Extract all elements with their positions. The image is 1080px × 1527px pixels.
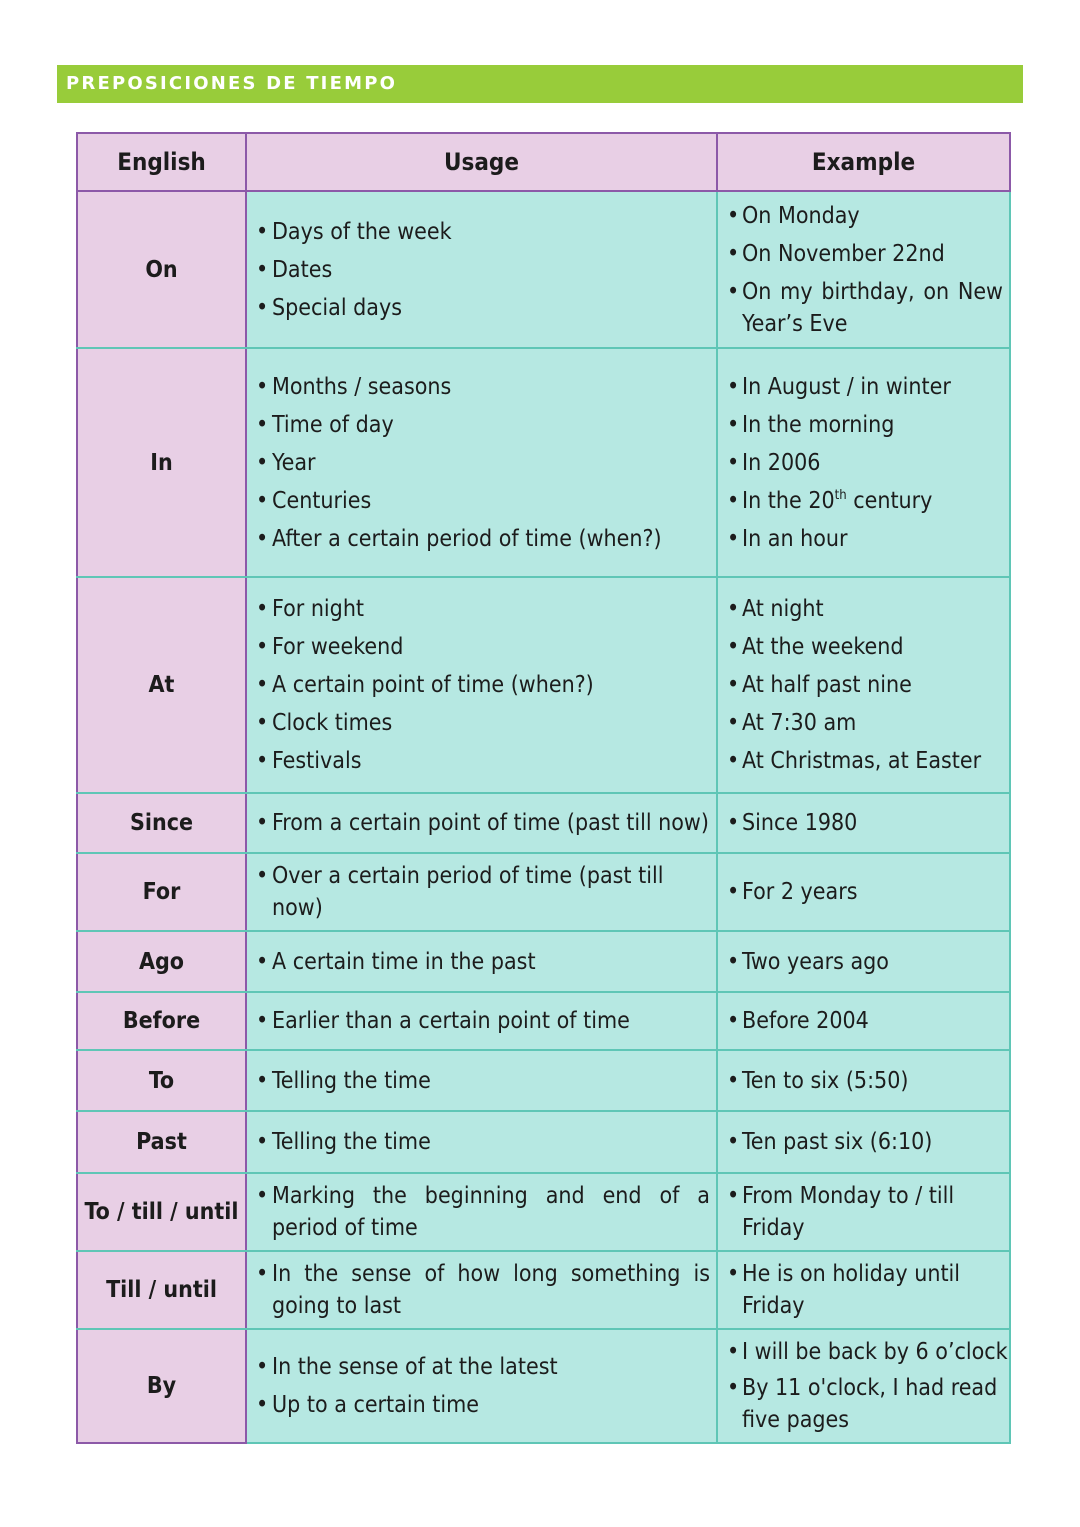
- term-cell: At: [77, 577, 246, 793]
- example-item: • By 11 o'clock, I had read five pages: [718, 1372, 1009, 1436]
- example-item: • In August / in winter: [718, 371, 1009, 403]
- usage-cell: [246, 853, 717, 931]
- example-cell: [717, 1050, 1010, 1111]
- usage-cell: [246, 992, 717, 1050]
- usage-item: • Clock times: [247, 707, 716, 739]
- usage-item: • Special days: [247, 292, 716, 324]
- term-cell: Till / until: [77, 1251, 246, 1329]
- example-item: • On my birthday, on New Year’s Eve: [718, 276, 1009, 340]
- usage-item: • For night: [247, 593, 716, 625]
- usage-item: • Time of day: [247, 409, 716, 441]
- table-row: [77, 191, 1010, 348]
- example-cell: [717, 348, 1010, 577]
- example-item: • At half past nine: [718, 669, 1009, 701]
- usage-item: • Months / seasons: [247, 371, 716, 403]
- example-cell: [717, 1111, 1010, 1173]
- term-cell: Past: [77, 1111, 246, 1173]
- example-item: • He is on holiday until Friday: [718, 1258, 1009, 1322]
- example-item: • In an hour: [718, 523, 1009, 555]
- usage-item: • Up to a certain time: [247, 1389, 716, 1421]
- example-item: • In the morning: [718, 409, 1009, 441]
- usage-item: • In the sense of at the latest: [247, 1351, 716, 1383]
- usage-item: • For weekend: [247, 631, 716, 663]
- table-row: [77, 1050, 1010, 1111]
- ordinal-suffix: th: [834, 487, 847, 503]
- usage-cell: [246, 1050, 717, 1111]
- section-header-bar: [57, 65, 1023, 103]
- example-cell: [717, 191, 1010, 348]
- example-item: • At the weekend: [718, 631, 1009, 663]
- table-row: [77, 853, 1010, 931]
- term-cell: To: [77, 1050, 246, 1111]
- usage-item: • Festivals: [247, 745, 716, 777]
- usage-item: • Telling the time: [247, 1065, 716, 1097]
- usage-cell: [246, 793, 717, 853]
- example-item: • At night: [718, 593, 1009, 625]
- usage-item: • A certain point of time (when?): [247, 669, 716, 701]
- prepositions-table: [76, 132, 1011, 1444]
- usage-item: • Earlier than a certain point of time: [247, 1005, 716, 1037]
- usage-cell: [246, 577, 717, 793]
- usage-item: • From a certain point of time (past till now): [247, 807, 716, 839]
- usage-cell: [246, 1173, 717, 1251]
- example-cell: [717, 1329, 1010, 1443]
- term-cell: Ago: [77, 931, 246, 992]
- example-item: [718, 485, 1009, 517]
- term-cell: On: [77, 191, 246, 348]
- century-word: century: [846, 487, 933, 514]
- table-row: [77, 1329, 1010, 1443]
- example-item: • From Monday to / till Friday: [718, 1180, 1009, 1244]
- example-cell: [717, 793, 1010, 853]
- column-header-example: Example: [717, 133, 1010, 191]
- usage-cell: [246, 1329, 717, 1443]
- term-cell: Before: [77, 992, 246, 1050]
- example-item: • Ten to six (5:50): [718, 1065, 1009, 1097]
- usage-item: • A certain time in the past: [247, 946, 716, 978]
- usage-item: • Over a certain period of time (past till now): [247, 860, 716, 924]
- example-item: • In 2006: [718, 447, 1009, 479]
- example-item: • Before 2004: [718, 1005, 1009, 1037]
- usage-item: • Dates: [247, 254, 716, 286]
- usage-cell: [246, 931, 717, 992]
- example-item: • At Christmas, at Easter: [718, 745, 1009, 777]
- table-header-row: [77, 133, 1010, 191]
- usage-cell: [246, 191, 717, 348]
- example-cell: [717, 853, 1010, 931]
- usage-item: • Days of the week: [247, 216, 716, 248]
- usage-cell: [246, 1251, 717, 1329]
- usage-item: • After a certain period of time (when?): [247, 523, 716, 555]
- usage-item: • Year: [247, 447, 716, 479]
- example-item: • Since 1980: [718, 807, 1009, 839]
- table-row: [77, 1111, 1010, 1173]
- example-cell: [717, 931, 1010, 992]
- usage-cell: [246, 348, 717, 577]
- column-header-english: English: [77, 133, 246, 191]
- term-cell: By: [77, 1329, 246, 1443]
- usage-item: • Telling the time: [247, 1126, 716, 1158]
- example-cell: [717, 1173, 1010, 1251]
- example-item: • For 2 years: [718, 876, 1009, 908]
- example-item: • On Monday: [718, 200, 1009, 232]
- example-cell: [717, 1251, 1010, 1329]
- example-item: • At 7:30 am: [718, 707, 1009, 739]
- example-item: • Ten past six (6:10): [718, 1126, 1009, 1158]
- example-cell: [717, 577, 1010, 793]
- section-title: PREPOSICIONES DE TIEMPO: [66, 73, 398, 94]
- table-row: [77, 931, 1010, 992]
- usage-cell: [246, 1111, 717, 1173]
- usage-item: • Centuries: [247, 485, 716, 517]
- usage-item: • Marking the beginning and end of a period of time: [247, 1180, 716, 1244]
- table-row: [77, 992, 1010, 1050]
- table-row: [77, 1173, 1010, 1251]
- example-cell: [717, 992, 1010, 1050]
- example-item: • I will be back by 6 o’clock: [718, 1336, 1009, 1368]
- century-number: In the 20: [742, 487, 835, 514]
- usage-item: • In the sense of how long something is going to last: [247, 1258, 716, 1322]
- term-cell: In: [77, 348, 246, 577]
- table-row: [77, 348, 1010, 577]
- table-row: [77, 577, 1010, 793]
- column-header-usage: Usage: [246, 133, 717, 191]
- example-item: • On November 22nd: [718, 238, 1009, 270]
- example-item: • Two years ago: [718, 946, 1009, 978]
- table-row: [77, 1251, 1010, 1329]
- term-cell: To / till / until: [77, 1173, 246, 1251]
- term-cell: For: [77, 853, 246, 931]
- term-cell: Since: [77, 793, 246, 853]
- table-row: [77, 793, 1010, 853]
